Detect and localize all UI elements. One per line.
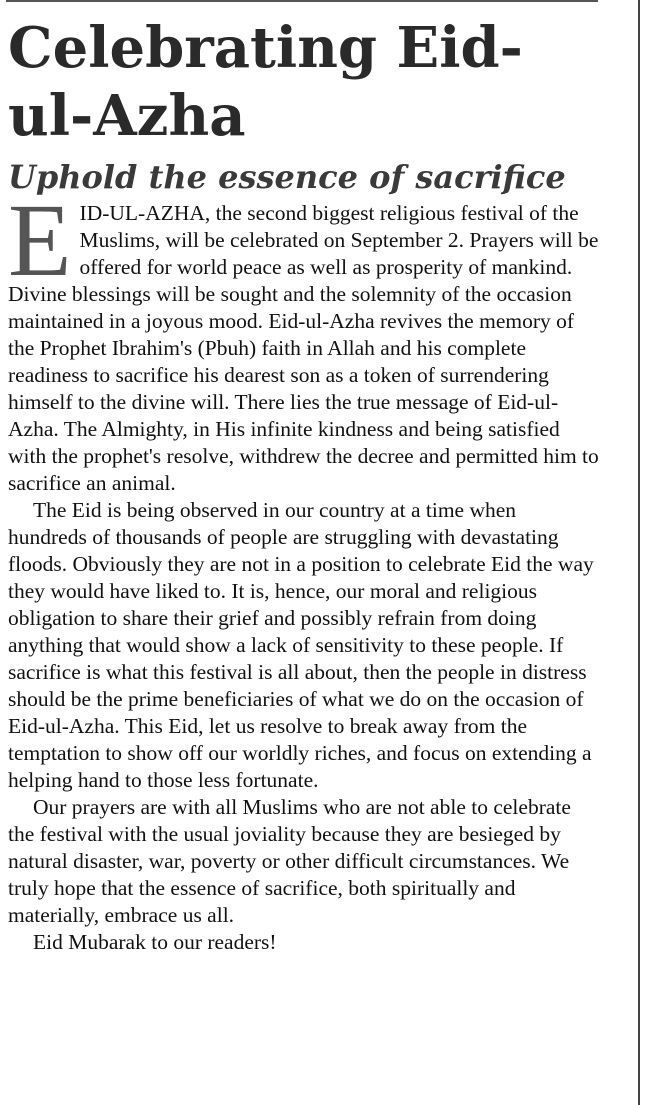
paragraph-4: Eid Mubarak to our readers! [33,930,277,954]
headline: Celebrating Eid-ul-Azha [8,15,523,149]
paragraph-1 [8,183,600,497]
deck-subheadline: Uphold the essence of sacrifice [8,158,566,196]
paragraph-3: Our prayers are with all Muslims who are not able to celebrate the festival with the usual joviality because they are besieged by natural disaster, war, poverty or other difficult circumstances. We truly hope that the essence of sacrifice, both spiritually and materially, embrace us all. [8,795,571,927]
column-rule [638,0,640,1105]
top-rule [6,0,598,2]
article-body [8,183,600,956]
editorial-article [8,14,600,956]
drop-cap: E [8,183,72,298]
paragraph-2: The Eid is being observed in our country at a time when hundreds of thousands of people are struggling with devastating floods. Obviously they are not in a position to celebrate Eid the way they would have liked to. It is, hence, our moral and religious obligation to share their grief and possibly refrain from doing anything that would show a lack of sensitivity to these people. If sacrifice is what this festival is all about, then the people in distress should be the prime beneficiaries of what we do on the occasion of Eid-ul-Azha. This Eid, let us resolve to break away from the temptation to show off our worldly riches, and focus on extending a helping hand to those less fortunate. [8,498,594,792]
paragraph-1-text: ID-UL-AZHA, the second biggest religious festival of the Muslims, will be celebrated on September 2. Prayers will be offered for world peace as well as prosperity of mankind. Divine blessings will be sought and the solemnity of the occasion maintained in a joyous mood. Eid-ul-Azha revives the memory of the Prophet Ibrahim's (Pbuh) faith in Allah and his complete readiness to sacrifice his dearest son as a token of surrendering himself to the divine will. There lies the true message of Eid-ul-Azha. The Almighty, in His infinite kindness and being satisfied with the prophet's resolve, withdrew the decree and permitted him to sacrifice an animal. [8,201,599,495]
